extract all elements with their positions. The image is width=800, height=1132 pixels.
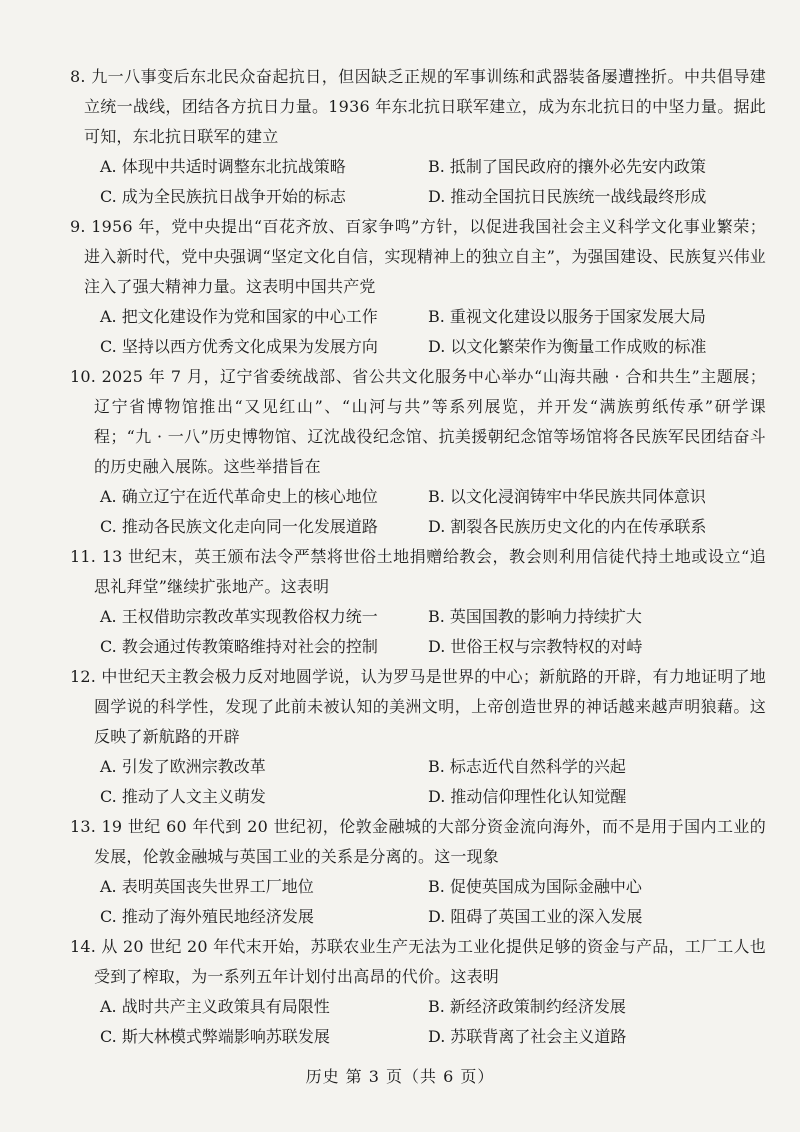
option-b[interactable]: B. 促使英国成为国际金融中心 [428, 877, 642, 896]
question-stem: 11. 13 世纪末，英王颁布法令严禁将世俗土地捐赠给教会，教会则利用信徒代持土地或设立“追思礼拜堂”继续扩张地产。这表明 [70, 547, 766, 596]
options-grid [100, 752, 766, 812]
option-b[interactable]: B. 以文化浸润铸牢中华民族共同体意识 [428, 487, 706, 506]
option-d[interactable]: D. 阻碍了英国工业的深入发展 [428, 907, 643, 926]
question-12 [70, 662, 766, 812]
option-d[interactable]: D. 割裂各民族历史文化的内在传承联系 [428, 517, 707, 536]
options-grid [100, 482, 766, 542]
option-d[interactable]: D. 世俗王权与宗教特权的对峙 [428, 637, 643, 656]
option-b[interactable]: B. 重视文化建设以服务于国家发展大局 [428, 307, 706, 326]
question-14 [70, 932, 766, 1052]
option-a[interactable]: A. 确立辽宁在近代革命史上的核心地位 [100, 487, 378, 506]
question-8 [70, 62, 766, 212]
option-c[interactable]: C. 推动各民族文化走向同一化发展道路 [100, 517, 378, 536]
options-grid [100, 992, 766, 1052]
options-grid [100, 152, 766, 212]
option-d[interactable]: D. 苏联背离了社会主义道路 [428, 1027, 627, 1046]
option-d[interactable]: D. 以文化繁荣作为衡量工作成败的标准 [428, 337, 707, 356]
option-a[interactable]: A. 战时共产主义政策具有局限性 [100, 997, 330, 1016]
option-c[interactable]: C. 教会通过传教策略维持对社会的控制 [100, 637, 378, 656]
option-b[interactable]: B. 标志近代自然科学的兴起 [428, 757, 626, 776]
option-b[interactable]: B. 抵制了国民政府的攘外必先安内政策 [428, 157, 706, 176]
option-d[interactable]: D. 推动信仰理性化认知觉醒 [428, 787, 627, 806]
option-a[interactable]: A. 王权借助宗教改革实现教俗权力统一 [100, 607, 378, 626]
option-c[interactable]: C. 斯大林模式弊端影响苏联发展 [100, 1027, 330, 1046]
option-a[interactable]: A. 体现中共适时调整东北抗战策略 [100, 157, 346, 176]
page-footer: 历史 第 3 页（共 6 页） [305, 1067, 495, 1086]
options-grid [100, 302, 766, 362]
question-stem: 8. 九一八事变后东北民众奋起抗日，但因缺乏正规的军事训练和武器装备屡遭挫折。中共倡导建立统一战线，团结各方抗日力量。1936 年东北抗日联军建立，成为东北抗日的中坚力量。据此可知，东北抗日联军的建立 [70, 67, 766, 146]
question-stem: 13. 19 世纪 60 年代到 20 世纪初，伦敦金融城的大部分资金流向海外，而不是用于国内工业的发展，伦敦金融城与英国工业的关系是分离的。这一现象 [70, 817, 766, 866]
question-stem: 12. 中世纪天主教会极力反对地圆学说，认为罗马是世界的中心；新航路的开辟，有力地证明了地圆学说的科学性，发现了此前未被认知的美洲文明，上帝创造世界的神话越来越声明狼藉。这反映了新航路的开辟 [70, 667, 766, 746]
option-a[interactable]: A. 把文化建设作为党和国家的中心工作 [100, 307, 378, 326]
question-stem: 10. 2025 年 7 月，辽宁省委统战部、省公共文化服务中心举办“山海共融 · 合和共生”主题展；辽宁省博物馆推出“又见红山”、“山河与共”等系列展览，并开发“满族剪纸传承”研学课程；“九 · 一八”历史博物馆、辽沈战役纪念馆、抗美援朝纪念馆等场馆将各民族军民团结奋斗的历史融入展陈。这些举措旨在 [70, 367, 766, 476]
option-b[interactable]: B. 英国国教的影响力持续扩大 [428, 607, 642, 626]
option-a[interactable]: A. 表明英国丧失世界工厂地位 [100, 877, 314, 896]
question-11 [70, 542, 766, 662]
option-a[interactable]: A. 引发了欧洲宗教改革 [100, 757, 266, 776]
option-c[interactable]: C. 坚持以西方优秀文化成果为发展方向 [100, 337, 378, 356]
question-stem: 14. 从 20 世纪 20 年代末开始，苏联农业生产无法为工业化提供足够的资金与产品，工厂工人也受到了榨取，为一系列五年计划付出高昂的代价。这表明 [70, 937, 766, 986]
question-10 [70, 362, 766, 542]
question-13 [70, 812, 766, 932]
options-grid [100, 872, 766, 932]
option-c[interactable]: C. 推动了海外殖民地经济发展 [100, 907, 314, 926]
question-stem: 9. 1956 年，党中央提出“百花齐放、百家争鸣”方针，以促进我国社会主义科学文化事业繁荣；进入新时代，党中央强调“坚定文化自信，实现精神上的独立自主”，为强国建设、民族复兴伟业注入了强大精神力量。这表明中国共产党 [70, 217, 766, 296]
question-9 [70, 212, 766, 362]
option-d[interactable]: D. 推动全国抗日民族统一战线最终形成 [428, 187, 707, 206]
option-c[interactable]: C. 推动了人文主义萌发 [100, 787, 266, 806]
option-b[interactable]: B. 新经济政策制约经济发展 [428, 997, 626, 1016]
options-grid [100, 602, 766, 662]
option-c[interactable]: C. 成为全民族抗日战争开始的标志 [100, 187, 346, 206]
